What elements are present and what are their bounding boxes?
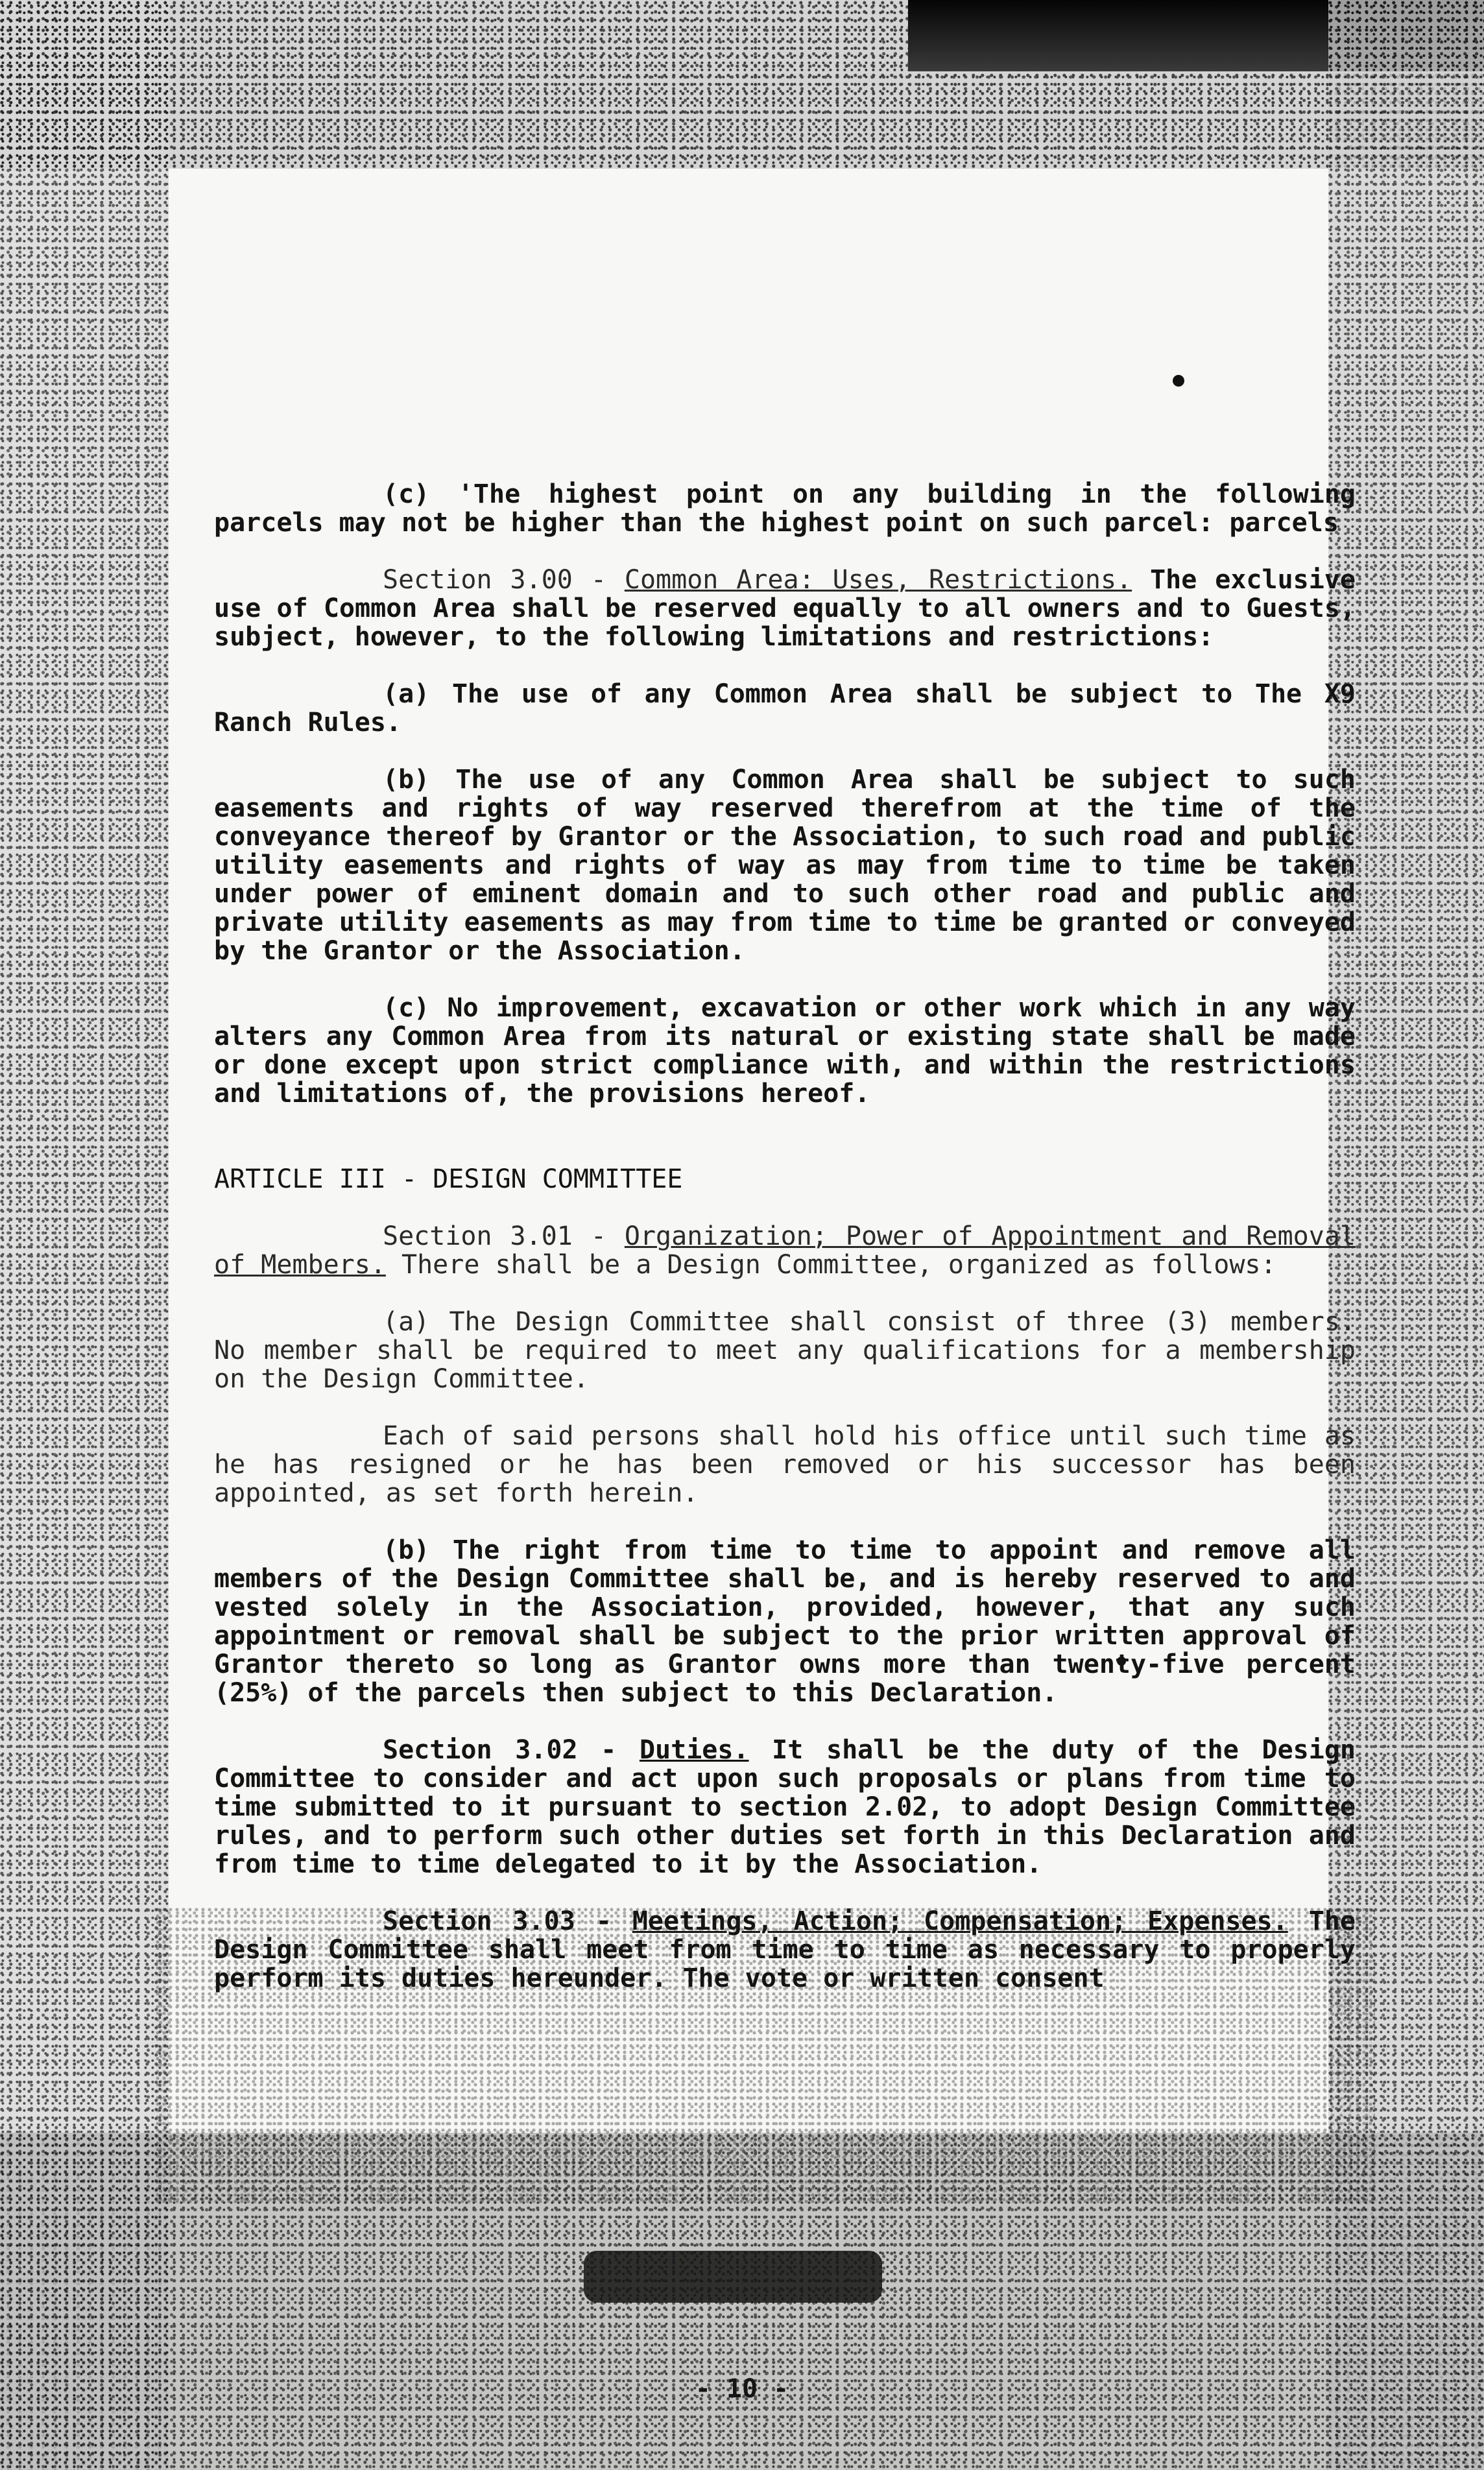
section-3-02	[214, 1736, 1356, 1878]
section-3-01	[214, 1222, 1356, 1279]
section-3-00-b: (b) The use of any Common Area shall be subject to such easements and rights of way reserved therefrom at the time of the conveyance thereof by Grantor or the Association, to such road and public utility easements and rights of way as may from time to time be taken under power of eminent domain and to such other road and public and private utility easements as may from time to time be granted or conveyed by the Grantor or the Association.	[214, 765, 1356, 966]
page-number: - 10 -	[695, 2374, 789, 2404]
scan-noise-left	[0, 0, 169, 2470]
document-body	[214, 480, 1356, 2021]
ink-speck	[1173, 375, 1184, 387]
section-body: There shall be a Design Committee, organized as follows:	[385, 1250, 1276, 1280]
section-number: Section 3.03 -	[383, 1906, 632, 1936]
article-heading: ARTICLE III - DESIGN COMMITTEE	[214, 1164, 683, 1194]
recording-stamp	[584, 2251, 882, 2303]
section-3-01-b: (b) The right from time to time to appoint and remove all members of the Design Committee shall be, and is hereby reserved to and vested solely in the Association, provided, however, that any such appointment or removal shall be subject to the prior written approval of Grantor thereto so long as Grantor owns more than twenty-five percent (25%) of the parcels then subject to this Declaration.	[214, 1535, 1356, 1708]
section-title: Meetings, Action; Compensation; Expenses.	[632, 1906, 1288, 1936]
section-3-00-a: (a) The use of any Common Area shall be subject to The X9 Ranch Rules.	[214, 679, 1356, 737]
section-number: Section 3.02 -	[383, 1735, 640, 1765]
section-3-00	[214, 566, 1356, 651]
paragraph-c-height: (c) 'The highest point on any building in the following parcels may not be higher than the highest point on such parcel: parcels	[214, 479, 1356, 538]
section-body: The Design Committee shall meet from time to time as necessary to properly perform its duties hereunder. The vote or written consent	[214, 1906, 1356, 1993]
section-body: It shall be the duty of the Design Committee to consider and act upon such proposals or plans from time to time submitted to it pursuant to section 2.02, to adopt Design Committee rules, and to perform such other duties set forth in this Declaration and from time to time delegated to it by the Association.	[214, 1735, 1356, 1879]
section-body: The exclusive use of Common Area shall be reserved equally to all owners and to Guests, subject, however, to the following limitations and restrictions:	[214, 565, 1356, 652]
section-3-01-term: Each of said persons shall hold his office until such time as he has resigned or he has been removed or his successor has been appointed, as set forth herein.	[214, 1421, 1356, 1508]
section-title: Duties.	[639, 1735, 749, 1765]
section-number: Section 3.00 -	[383, 565, 625, 595]
section-number: Section 3.01 -	[383, 1221, 625, 1251]
section-3-00-c: (c) No improvement, excavation or other work which in any way alters any Common Area from its natural or existing state shall be made or done except upon strict compliance with, and within the restrictions and limitations of, the provisions hereof.	[214, 993, 1356, 1109]
section-3-01-a: (a) The Design Committee shall consist of three (3) members. No member shall be required to meet any qualifications for a membership on the Design Committee.	[214, 1307, 1356, 1394]
section-3-03	[214, 1907, 1356, 1993]
section-title: Common Area: Uses, Restrictions.	[624, 565, 1132, 595]
section-title: Organization; Power of Appointment and Removal of Members.	[214, 1221, 1356, 1280]
